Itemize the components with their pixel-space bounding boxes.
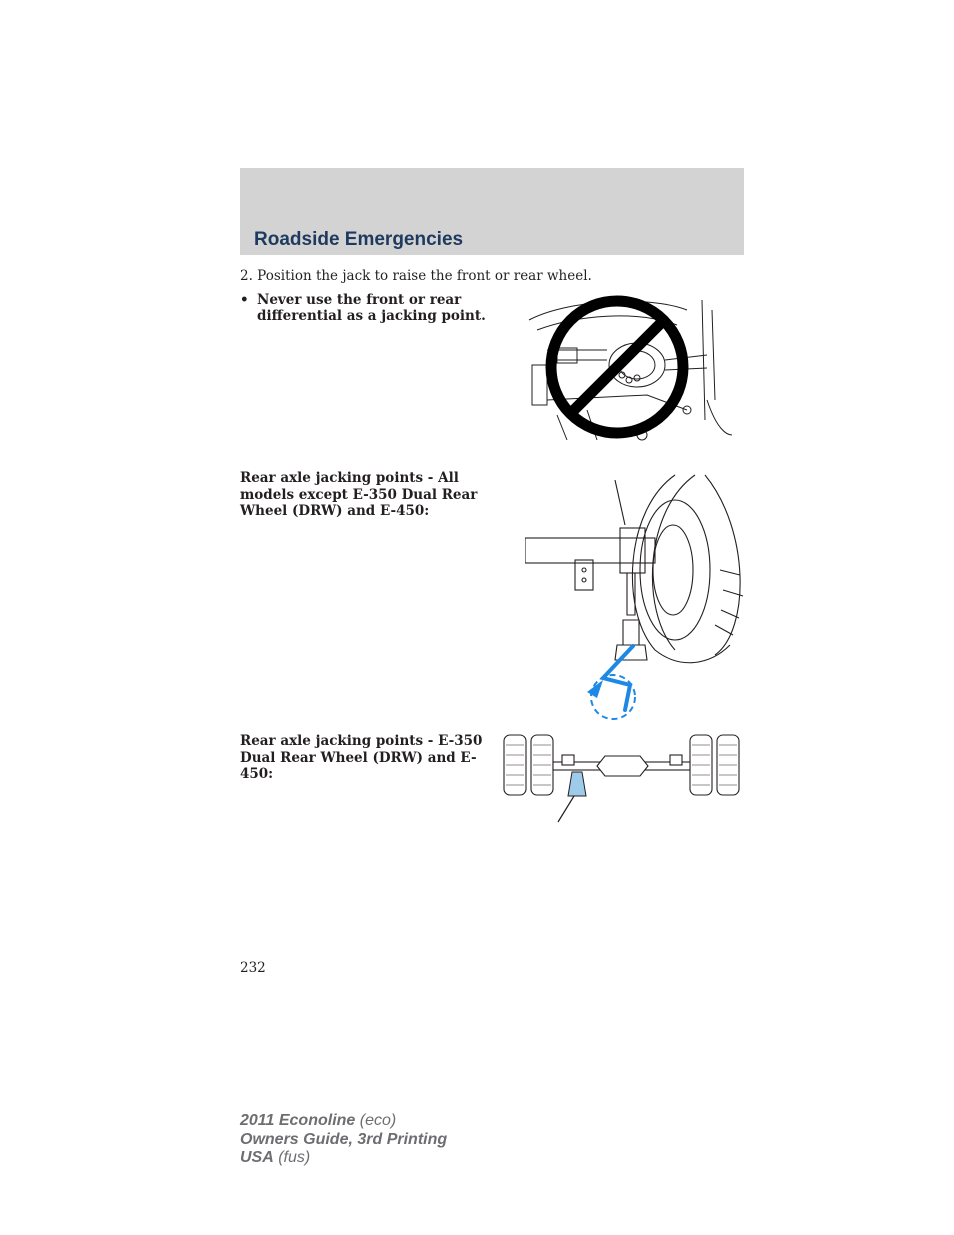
rear-axle-jack-illustration (525, 470, 750, 720)
bullet-marker: • (240, 292, 249, 308)
section-header-band (240, 168, 744, 255)
footer-region-code: (fus) (273, 1149, 311, 1166)
footer-model-code: (eco) (355, 1112, 397, 1129)
warning-text: Never use the front or rear differential as a jacking point. (257, 292, 486, 324)
footer-guide: Owners Guide, 3rd Printing (240, 1130, 448, 1148)
page-number: 232 (240, 960, 266, 976)
section-title: Roadside Emergencies (254, 229, 464, 250)
caption-rear-axle-standard: Rear axle jacking points - All models except E-350 Dual Rear Wheel (DRW) and E-450: (240, 470, 478, 519)
no-symbol-icon (551, 301, 683, 433)
footer-region: USA (240, 1149, 274, 1166)
caption-rear-axle-drw: Rear axle jacking points - E-350 Dual Rear Wheel (DRW) and E-450: (240, 733, 483, 782)
footer-line-3 (240, 1149, 447, 1168)
drw-axle-jack-illustration (500, 730, 748, 825)
footer-model: 2011 Econoline (240, 1112, 356, 1129)
differential-prohibited-illustration (527, 290, 732, 450)
step-text: 2. Position the jack to raise the front or rear wheel. (240, 268, 592, 284)
footer-line-2 (240, 1131, 447, 1150)
document-footer (240, 1112, 447, 1168)
footer-line-1 (240, 1112, 447, 1131)
